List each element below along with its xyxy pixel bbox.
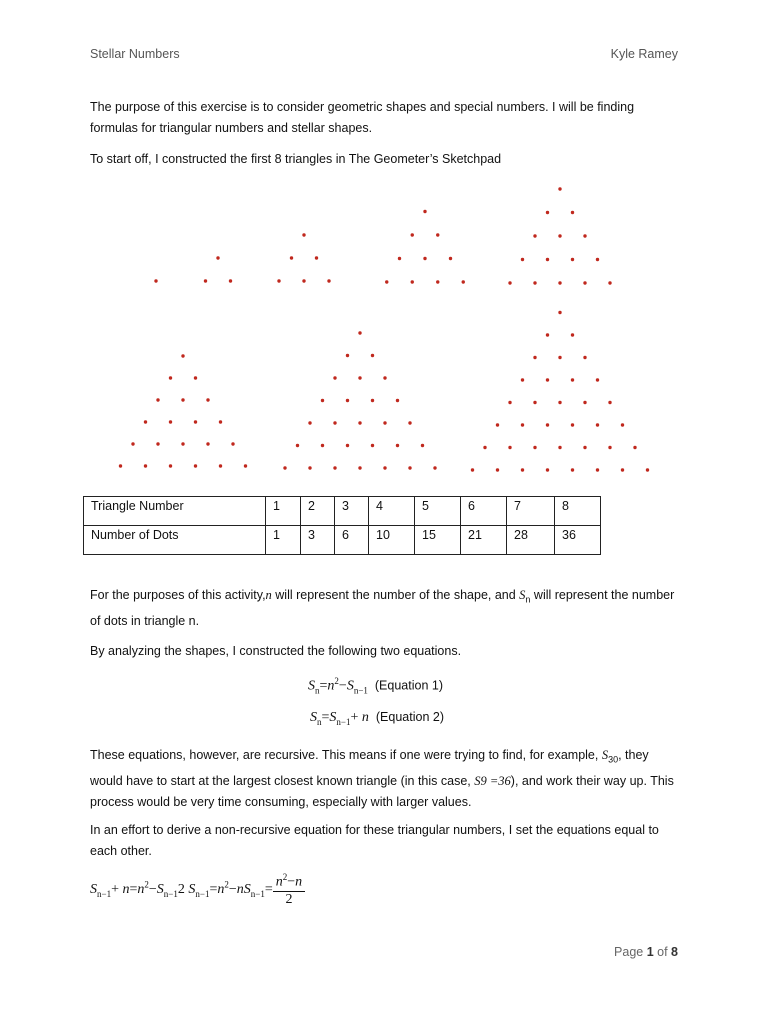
dot	[411, 233, 414, 236]
dot	[156, 442, 159, 445]
table-cell: 6	[461, 497, 507, 526]
table-row	[84, 526, 601, 555]
dot	[358, 421, 361, 424]
dot	[194, 420, 197, 423]
dot	[571, 211, 574, 214]
table-cell: 15	[415, 526, 461, 555]
dot	[546, 378, 549, 381]
intro-paragraph: The purpose of this exercise is to consider geometric shapes and special numbers. I will be finding formulas for triangular numbers and stellar shapes.	[90, 100, 635, 135]
dot	[283, 466, 286, 469]
definition-paragraph: For the purposes of this activity,n will represent the number of the shape, and $S_n$ will represent the number of dots in triangle n.	[90, 588, 675, 628]
dot	[396, 399, 399, 402]
triangle-dot-figures	[0, 0, 768, 500]
dot	[558, 311, 561, 314]
recursive-paragraph: These equations, however, are recursive. This means if one were trying to find, for example, $S_{30}$, they would have to start at the largest closest known triangle (in this case, S9 =36), and work their way up. This process would be very time consuming, especially with larger values.	[90, 748, 674, 809]
dot	[206, 442, 209, 445]
dot	[383, 466, 386, 469]
dot	[421, 444, 424, 447]
dot	[333, 421, 336, 424]
dot	[533, 401, 536, 404]
table-cell: 5	[415, 497, 461, 526]
dot	[596, 258, 599, 261]
dot	[433, 466, 436, 469]
table-cell: 1	[266, 526, 301, 555]
table-cell: 3	[301, 526, 335, 555]
dot	[346, 399, 349, 402]
dot	[496, 423, 499, 426]
dot	[608, 401, 611, 404]
dot	[181, 442, 184, 445]
table-cell: 8	[555, 497, 601, 526]
dot	[119, 464, 122, 467]
header-author: Kyle Ramey	[610, 47, 678, 61]
dot	[398, 257, 401, 260]
dot	[583, 446, 586, 449]
dot	[358, 376, 361, 379]
dot	[333, 376, 336, 379]
dot	[571, 333, 574, 336]
triangle-figure-8	[471, 311, 649, 472]
dot	[219, 420, 222, 423]
dot	[558, 401, 561, 404]
dot	[321, 444, 324, 447]
header-title: Stellar Numbers	[90, 47, 180, 61]
dot	[571, 423, 574, 426]
dot	[558, 234, 561, 237]
dot	[533, 234, 536, 237]
triangle-figure-4	[385, 210, 465, 284]
dot	[621, 468, 624, 471]
dot	[219, 464, 222, 467]
dot	[296, 444, 299, 447]
dot	[558, 446, 561, 449]
derivation-paragraph: In an effort to derive a non-recursive equation for these triangular numbers, I set the equations equal to each other.	[90, 823, 659, 858]
dot	[302, 279, 305, 282]
dot	[308, 466, 311, 469]
dot	[169, 464, 172, 467]
dot	[558, 356, 561, 359]
dot	[408, 466, 411, 469]
table-cell: 21	[461, 526, 507, 555]
equations-intro: By analyzing the shapes, I constructed the following two equations.	[90, 644, 462, 658]
dot	[346, 444, 349, 447]
table-cell: 10	[369, 526, 415, 555]
dot	[621, 423, 624, 426]
table-cell: 6	[335, 526, 369, 555]
table-cell: 3	[335, 497, 369, 526]
dot	[131, 442, 134, 445]
dot	[583, 281, 586, 284]
dot	[229, 279, 232, 282]
dot	[154, 279, 157, 282]
dot	[546, 211, 549, 214]
dot	[181, 354, 184, 357]
triangle-figure-2	[204, 256, 232, 282]
dot	[508, 446, 511, 449]
dot	[383, 376, 386, 379]
dot	[358, 331, 361, 334]
dot	[315, 256, 318, 259]
dot	[583, 234, 586, 237]
dot	[546, 423, 549, 426]
table-cell: 2	[301, 497, 335, 526]
dot	[533, 446, 536, 449]
dot	[408, 421, 411, 424]
dot	[371, 354, 374, 357]
sketchpad-paragraph: To start off, I constructed the first 8 triangles in The Geometer’s Sketchpad	[90, 152, 502, 166]
page-footer: Page 1 of 8	[614, 945, 678, 959]
dot	[244, 464, 247, 467]
derivation-equation: $S_{n-1}+ n=n^2-S_{n-1}2$ $S_{n-1}=n^2-nS_{n-1}=$ $\frac{n^2-n}{2}$	[90, 872, 305, 908]
dot	[436, 280, 439, 283]
dot	[571, 378, 574, 381]
dot	[396, 444, 399, 447]
dot	[321, 399, 324, 402]
dot	[144, 420, 147, 423]
table-cell: 36	[555, 526, 601, 555]
triangle-figure-3	[277, 233, 330, 282]
table-cell: Triangle Number	[84, 497, 266, 526]
dot	[302, 233, 305, 236]
dot	[449, 257, 452, 260]
dot	[521, 378, 524, 381]
triangle-figure-1	[154, 279, 157, 282]
dot	[358, 466, 361, 469]
dot	[411, 280, 414, 283]
dot	[546, 468, 549, 471]
dot	[204, 279, 207, 282]
dot	[533, 356, 536, 359]
dot	[169, 420, 172, 423]
dot	[596, 468, 599, 471]
dot	[571, 258, 574, 261]
dot	[558, 187, 561, 190]
dot	[436, 233, 439, 236]
dot	[521, 258, 524, 261]
dot	[308, 421, 311, 424]
dot	[571, 468, 574, 471]
dot	[385, 280, 388, 283]
dot	[608, 281, 611, 284]
dot	[216, 256, 219, 259]
dot	[231, 442, 234, 445]
dot	[144, 464, 147, 467]
dot	[346, 354, 349, 357]
dot	[371, 399, 374, 402]
dot	[646, 468, 649, 471]
dot	[633, 446, 636, 449]
dot	[156, 398, 159, 401]
dot	[496, 468, 499, 471]
table-cell: Number of Dots	[84, 526, 266, 555]
dot	[508, 281, 511, 284]
dot	[521, 423, 524, 426]
dot	[181, 398, 184, 401]
table-cell: 1	[266, 497, 301, 526]
dot	[546, 258, 549, 261]
dot	[194, 376, 197, 379]
dot	[206, 398, 209, 401]
triangle-figure-5	[508, 187, 611, 284]
dot	[423, 210, 426, 213]
dot	[533, 281, 536, 284]
dot	[483, 446, 486, 449]
table-row	[84, 497, 601, 526]
dot	[583, 401, 586, 404]
dot	[608, 446, 611, 449]
dot	[521, 468, 524, 471]
equation-1: $S_n=n^2-S_{n-1}$ (Equation 1)	[308, 676, 443, 696]
dot	[583, 356, 586, 359]
triangle-figure-7	[283, 331, 436, 469]
triangle-table	[83, 496, 601, 555]
dot	[169, 376, 172, 379]
dot	[596, 423, 599, 426]
table-cell: 28	[507, 526, 555, 555]
dot	[508, 401, 511, 404]
dot	[333, 466, 336, 469]
equation-2: $S_n=S_{n-1}+ n$ (Equation 2)	[310, 710, 444, 727]
dot	[277, 279, 280, 282]
table-cell: 7	[507, 497, 555, 526]
dot	[462, 280, 465, 283]
dot	[371, 444, 374, 447]
dot	[423, 257, 426, 260]
dot	[290, 256, 293, 259]
dot	[327, 279, 330, 282]
dot	[546, 333, 549, 336]
dot	[471, 468, 474, 471]
dot	[558, 281, 561, 284]
triangle-figure-6	[119, 354, 247, 467]
dot	[194, 464, 197, 467]
table-cell: 4	[369, 497, 415, 526]
dot	[383, 421, 386, 424]
dot	[596, 378, 599, 381]
